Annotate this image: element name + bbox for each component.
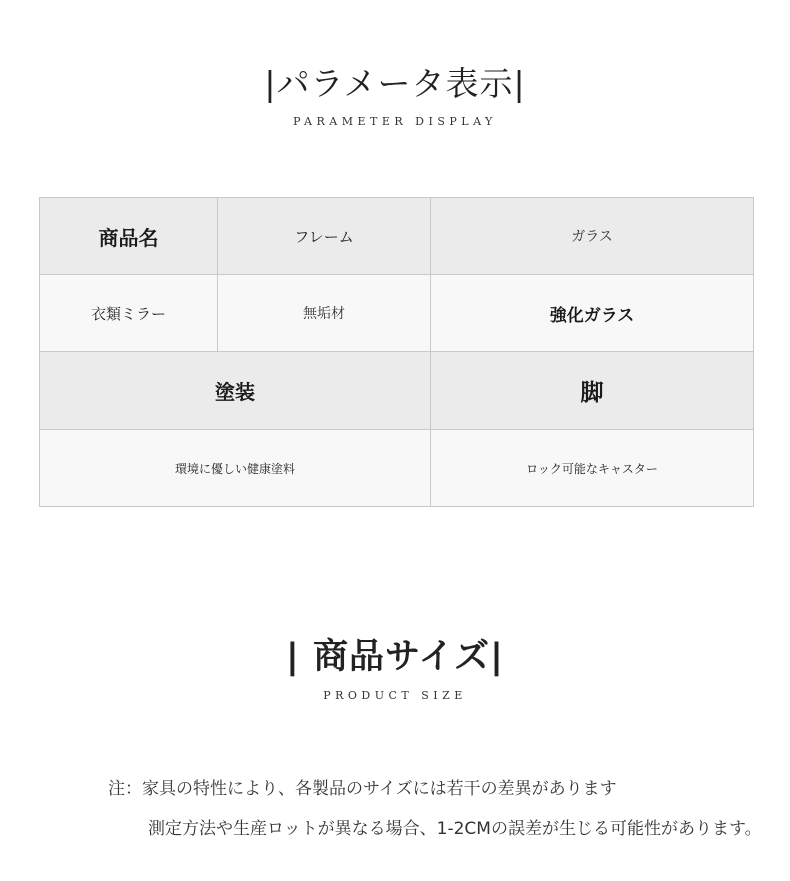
section-heading: | 商品サイズ| (286, 637, 504, 677)
note-line-2: 測定方法や生産ロットが異なる場合、1-2CMの誤差が生じる可能性があります。 (148, 819, 762, 839)
table-row (40, 275, 754, 352)
frame-value: 無垢材 (218, 275, 431, 352)
table-row (40, 352, 754, 430)
product-name-header: 商品名 (40, 198, 218, 275)
product-name-value: 衣類ミラー (40, 275, 218, 352)
table-row (40, 430, 754, 507)
product-size-title (0, 635, 790, 679)
legs-header: 脚 (431, 352, 754, 430)
glass-header: ガラス (431, 198, 754, 275)
legs-value: ロック可能なキャスター (431, 430, 754, 507)
parameter-table (39, 197, 754, 507)
product-size-subtitle: PRODUCT SIZE (323, 689, 467, 702)
note-line-1: 注：家具の特性により、各製品のサイズには若干の差異があります (108, 779, 617, 799)
glass-value: 強化ガラス (431, 275, 754, 352)
section-heading: |パラメータ表示| (264, 64, 526, 103)
parameter-display-subtitle: PARAMETER DISPLAY (293, 115, 497, 128)
parameter-display-title (0, 62, 790, 106)
coating-value: 環境に優しい健康塗料 (40, 430, 431, 507)
table-row (40, 198, 754, 275)
coating-header: 塗装 (40, 352, 431, 430)
frame-header: フレーム (218, 198, 431, 275)
